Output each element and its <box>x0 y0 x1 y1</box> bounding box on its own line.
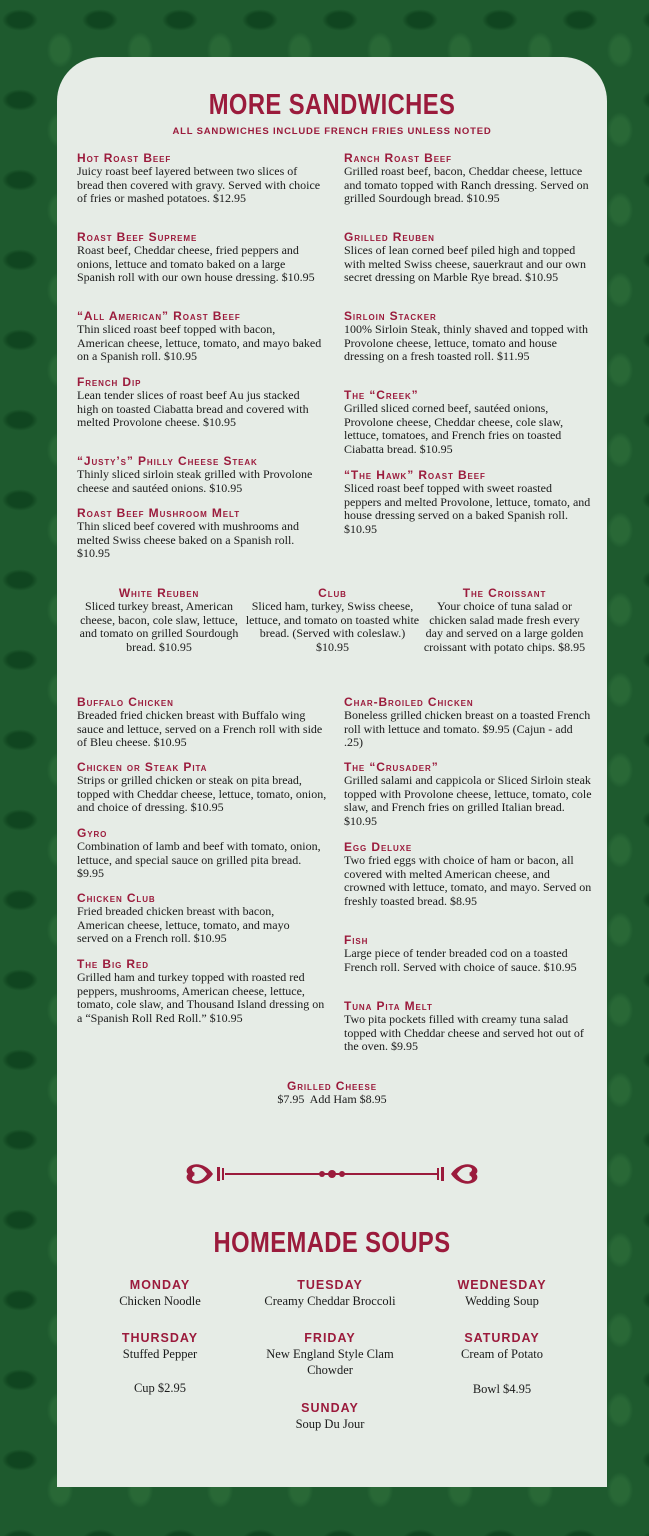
item-name: The Croissant <box>462 586 547 600</box>
item-desc: Sliced ham, turkey, Swiss cheese, lettuce, and tomato on toasted white bread. (Served with coleslaw.) $10.95 <box>245 599 420 654</box>
item-desc: Thin sliced beef covered with mushrooms and melted Swiss cheese baked on a Spanish roll. $10.95 <box>77 519 299 561</box>
soup-wednesday <box>417 1277 587 1309</box>
menu-item-the-hawk <box>344 468 592 536</box>
item-desc: Thin sliced roast beef topped with bacon, American cheese, lettuce, tomato, and mayo baked on a Spanish roll. $10.95 <box>77 322 322 364</box>
menu-item-chicken-club <box>77 891 322 946</box>
menu-item-grilled-reuben <box>344 230 592 285</box>
item-desc: Boneless grilled chicken breast on a toasted French roll with lettuce and tomato. $9.95 (Cajun - add .25) <box>344 708 591 750</box>
menu-item-croissant <box>422 586 587 654</box>
sandwiches-title: MORE SANDWICHES <box>208 89 456 121</box>
bowl-price: Bowl $4.95 <box>472 1382 532 1396</box>
menu-item-chicken-steak-pita <box>77 760 329 815</box>
soup-day: SATURDAY <box>464 1331 540 1345</box>
menu-item-ranch-roast-beef <box>344 151 592 206</box>
menu-item-sirloin-stacker <box>344 309 592 364</box>
item-name: The Big Red <box>77 957 149 971</box>
item-name: “Justy’s” Philly Cheese Steak <box>77 454 258 468</box>
item-desc: Grilled sliced corned beef, sautéed onions, Provolone cheese, Cheddar cheese, cole slaw, lettuce, tomatoes, and French fries on toasted Ciabatta bread. $10.95 <box>344 401 564 456</box>
item-desc: Grilled salami and cappicola or Sliced Sirloin steak topped with Provolone cheese, lettuce, tomato, cole slaw, and French fries on grilled Italian bread. $10.95 <box>344 773 592 828</box>
item-desc: Your choice of tuna salad or chicken salad made fresh every day and served on a large golden croissant with potato chips. $8.95 <box>423 599 586 654</box>
soup-monday <box>75 1277 245 1309</box>
item-desc: $7.95 Add Ham $8.95 <box>277 1092 387 1106</box>
menu-item-hot-roast-beef <box>77 151 322 206</box>
item-name: Chicken or Steak Pita <box>77 760 208 774</box>
item-name: Gyro <box>77 826 108 840</box>
menu-item-big-red <box>77 957 327 1025</box>
item-name: Club <box>318 586 347 600</box>
soup-name: Stuffed Pepper <box>122 1347 198 1361</box>
menu-item-grilled-cheese <box>207 1079 457 1107</box>
item-name: White Reuben <box>118 586 200 600</box>
menu-item-mushroom-melt <box>77 506 322 561</box>
soup-day: FRIDAY <box>304 1331 356 1345</box>
item-name: Egg Deluxe <box>344 840 413 854</box>
item-desc: Large piece of tender breaded cod on a toasted French roll. Served with choice of sauce. $10.95 <box>344 946 577 974</box>
soup-day: SUNDAY <box>301 1401 359 1415</box>
soup-name: New England Style Clam Chowder <box>266 1347 394 1377</box>
item-desc: Juicy roast beef layered between two slices of bread then covered with gravy. Served with choice of fries or mashed potatoes. $12.95 <box>77 164 321 206</box>
menu-item-char-broiled-chicken <box>344 695 594 750</box>
menu-item-philly-cheese-steak <box>77 454 327 495</box>
item-name: Buffalo Chicken <box>77 695 174 709</box>
soup-saturday <box>417 1330 587 1362</box>
item-name: The “Crusader” <box>344 760 439 774</box>
item-desc: Grilled roast beef, bacon, Cheddar cheese, lettuce and tomato topped with Ranch dressing. Served on grilled Sourdough bread. $10.95 <box>344 164 589 206</box>
item-desc: Two fried eggs with choice of ham or bacon, all covered with melted American cheese, and crowned with lettuce, tomato, and mayo. Served on freshly toasted bread. $8.95 <box>344 853 592 908</box>
menu-item-tuna-pita-melt <box>344 999 584 1054</box>
item-desc: Two pita pockets filled with creamy tuna salad topped with Cheddar cheese and served hot out of the oven. $9.95 <box>344 1012 584 1054</box>
menu-item-crusader <box>344 760 594 828</box>
item-name: Roast Beef Supreme <box>77 230 198 244</box>
item-desc: Sliced turkey breast, American cheese, bacon, cole slaw, lettuce, and tomato on grilled Sourdough bread. $10.95 <box>79 599 239 654</box>
soup-tuesday <box>245 1277 415 1309</box>
item-name: Fish <box>344 933 369 947</box>
item-desc: Sliced roast beef topped with sweet roasted peppers and melted Provolone, lettuce, tomato, and house dressing served on a baked Spanish roll. $10.95 <box>344 481 591 536</box>
sandwiches-subtitle: ALL SANDWICHES INCLUDE FRENCH FRIES UNLESS NOTED <box>172 126 492 137</box>
menu-panel <box>57 57 607 1487</box>
menu-item-egg-deluxe <box>344 840 594 908</box>
menu-item-club <box>245 586 420 654</box>
item-name: Roast Beef Mushroom Melt <box>77 506 241 520</box>
item-desc: Strips or grilled chicken or steak on pita bread, topped with Cheddar cheese, lettuce, tomato, onion, and choice of dressing. $10.95 <box>77 773 327 815</box>
menu-item-white-reuben <box>79 586 239 654</box>
item-name: Char-Broiled Chicken <box>344 695 474 709</box>
item-name: Grilled Reuben <box>344 230 435 244</box>
item-desc: Combination of lamb and beef with tomato, onion, lettuce, and special sauce on grilled pita bread. $9.95 <box>77 839 321 881</box>
menu-item-gyro <box>77 826 322 881</box>
item-desc: Roast beef, Cheddar cheese, fried peppers and onions, lettuce and tomato baked on a large Spanish roll with our own house dressing. $10.95 <box>77 243 315 285</box>
scroll-ornament-icon <box>177 1157 487 1191</box>
item-name: “The Hawk” Roast Beef <box>344 468 486 482</box>
item-desc: Thinly sliced sirloin steak grilled with Provolone cheese and sautéed onions. $10.95 <box>77 467 313 495</box>
item-name: Grilled Cheese <box>287 1079 377 1093</box>
item-desc: Fried breaded chicken breast with bacon, American cheese, lettuce, tomato, and mayo served on a French roll. $10.95 <box>77 904 290 946</box>
soup-name: Cream of Potato <box>461 1347 543 1361</box>
item-desc: Lean tender slices of roast beef Au jus stacked high on toasted Ciabatta bread and covered with melted Provolone cheese. $10.95 <box>77 388 309 430</box>
menu-item-all-american <box>77 309 322 364</box>
soup-friday <box>257 1330 403 1378</box>
soup-day: MONDAY <box>129 1278 191 1292</box>
cup-price: Cup $2.95 <box>133 1381 187 1395</box>
soup-name: Wedding Soup <box>465 1294 539 1308</box>
menu-item-roast-beef-supreme <box>77 230 322 285</box>
item-name: Ranch Roast Beef <box>344 151 452 165</box>
menu-item-french-dip <box>77 375 322 430</box>
soup-sunday <box>245 1400 415 1432</box>
item-name: French Dip <box>77 375 142 389</box>
soup-day: THURSDAY <box>121 1331 199 1345</box>
item-name: Tuna Pita Melt <box>344 999 433 1013</box>
menu-item-fish <box>344 933 584 974</box>
menu-item-buffalo-chicken <box>77 695 327 750</box>
soup-day: WEDNESDAY <box>457 1278 547 1292</box>
menu-item-the-creek <box>344 388 592 456</box>
item-name: The “Creek” <box>344 388 419 402</box>
item-desc: 100% Sirloin Steak, thinly shaved and topped with Provolone cheese, lettuce, tomato and house dressing on a fresh toasted roll. $11.95 <box>344 322 588 364</box>
item-name: Hot Roast Beef <box>77 151 172 165</box>
soup-name: Creamy Cheddar Broccoli <box>264 1294 396 1308</box>
soup-name: Chicken Noodle <box>119 1294 201 1308</box>
item-desc: Grilled ham and turkey topped with roasted red peppers, mushrooms, American cheese, lettuce, tomato, cole slaw, and Thousand Island dressing on a “Spanish Roll Red Roll.” $10.95 <box>77 970 325 1025</box>
soup-thursday <box>75 1330 245 1362</box>
soup-day: TUESDAY <box>297 1278 363 1292</box>
item-desc: Breaded fried chicken breast with Buffalo wing sauce and lettuce, served on a French roll with side of Bleu cheese. $10.95 <box>77 708 323 750</box>
item-name: Sirloin Stacker <box>344 309 437 323</box>
soups-title: HOMEMADE SOUPS <box>213 1227 451 1259</box>
soup-name: Soup Du Jour <box>295 1417 365 1431</box>
item-desc: Slices of lean corned beef piled high and topped with melted Swiss cheese, sauerkraut and our own secret dressing on Marble Rye bread. $10.95 <box>344 243 586 285</box>
item-name: Chicken Club <box>77 891 156 905</box>
item-name: “All American” Roast Beef <box>77 309 241 323</box>
